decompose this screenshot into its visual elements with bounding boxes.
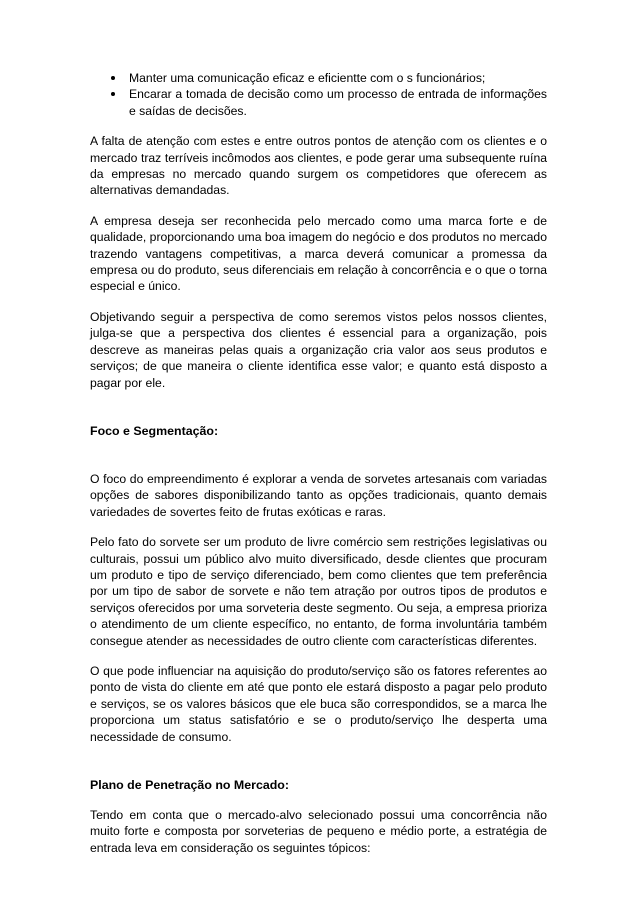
bullet-text: Manter uma comunicação eficaz e eficientte com o s funcionários; [129, 71, 486, 85]
section-heading-penetracao: Plano de Penetração no Mercado: [90, 778, 289, 792]
paragraph: O foco do empreendimento é explorar a venda de sorvetes artesanais com variadas opções de sabores disponibilizando tanto as opções tradicionais, quanto demais variedades de sovertes feito de frutas exóticas e raras. [90, 471, 547, 519]
section-heading-foco: Foco e Segmentação: [90, 423, 219, 438]
bullet-item [90, 70, 547, 86]
bullet-text: Encarar a tomada de decisão como um processo de entrada de informações e saídas de decisões. [129, 87, 547, 118]
paragraph: A empresa deseja ser reconhecida pelo mercado como uma marca forte e de qualidade, proporcionando uma boa imagem do negócio e dos produtos no mercado trazendo vantagens competitivas, a marca deverá comunicar a promessa da empresa ou do produto, seus diferenciais em relação à concorrência e o que o torna especial e único. [90, 213, 547, 294]
paragraph: Pelo fato do sorvete ser um produto de livre comércio sem restrições legislativas ou culturais, possui um público alvo muito diversificado, desde clientes que procuram um produto e tipo de serviço diferenciado, bem como clientes que tem preferência por um tipo de sabor de sorvete e não tem atração por outros tipos de produtos e serviços oferecidos por uma sorveteria deste segmento. Ou seja, a empresa prioriza o atendimento de um cliente específico, no entanto, de forma involuntária também consegue atender as necessidades de outro cliente com características diferentes. [90, 535, 547, 648]
paragraph: A falta de atenção com estes e entre outros pontos de atenção com os clientes e o mercado traz terríveis incômodos aos clientes, e pode gerar uma subsequente ruína da empresas no mercado quando surgem os competidores que oferecem as alternativas demandadas. [90, 134, 547, 198]
document-page [90, 70, 547, 856]
bullet-item [90, 86, 547, 119]
bullet-list [90, 70, 547, 119]
bullet-icon [111, 76, 115, 80]
paragraph: Tendo em conta que o mercado-alvo selecionado possui uma concorrência não muito forte e composta por sorveterias de pequeno e médio porte, a estratégia de entrada leva em consideração os seguintes tópicos: [90, 808, 547, 855]
paragraph: Objetivando seguir a perspectiva de como seremos vistos pelos nossos clientes, julga-se que a perspectiva dos clientes é essencial para a organização, pois descreve as maneiras pelas quais a organização cria valor aos seus produtos e serviços; de que maneira o cliente identifica esse valor; e quanto está disposto a pagar por ele. [90, 309, 547, 390]
bullet-icon [111, 92, 115, 96]
paragraph: O que pode influenciar na aquisição do produto/serviço são os fatores referentes ao ponto de vista do cliente em até que ponto ele estará disposto a pagar pelo produto e serviços, se os valores básicos que ele buca são correspondidos, se a marca lhe proporciona um status satisfatório e se o produto/serviço lhe desperta uma necessidade de consumo. [90, 663, 547, 744]
